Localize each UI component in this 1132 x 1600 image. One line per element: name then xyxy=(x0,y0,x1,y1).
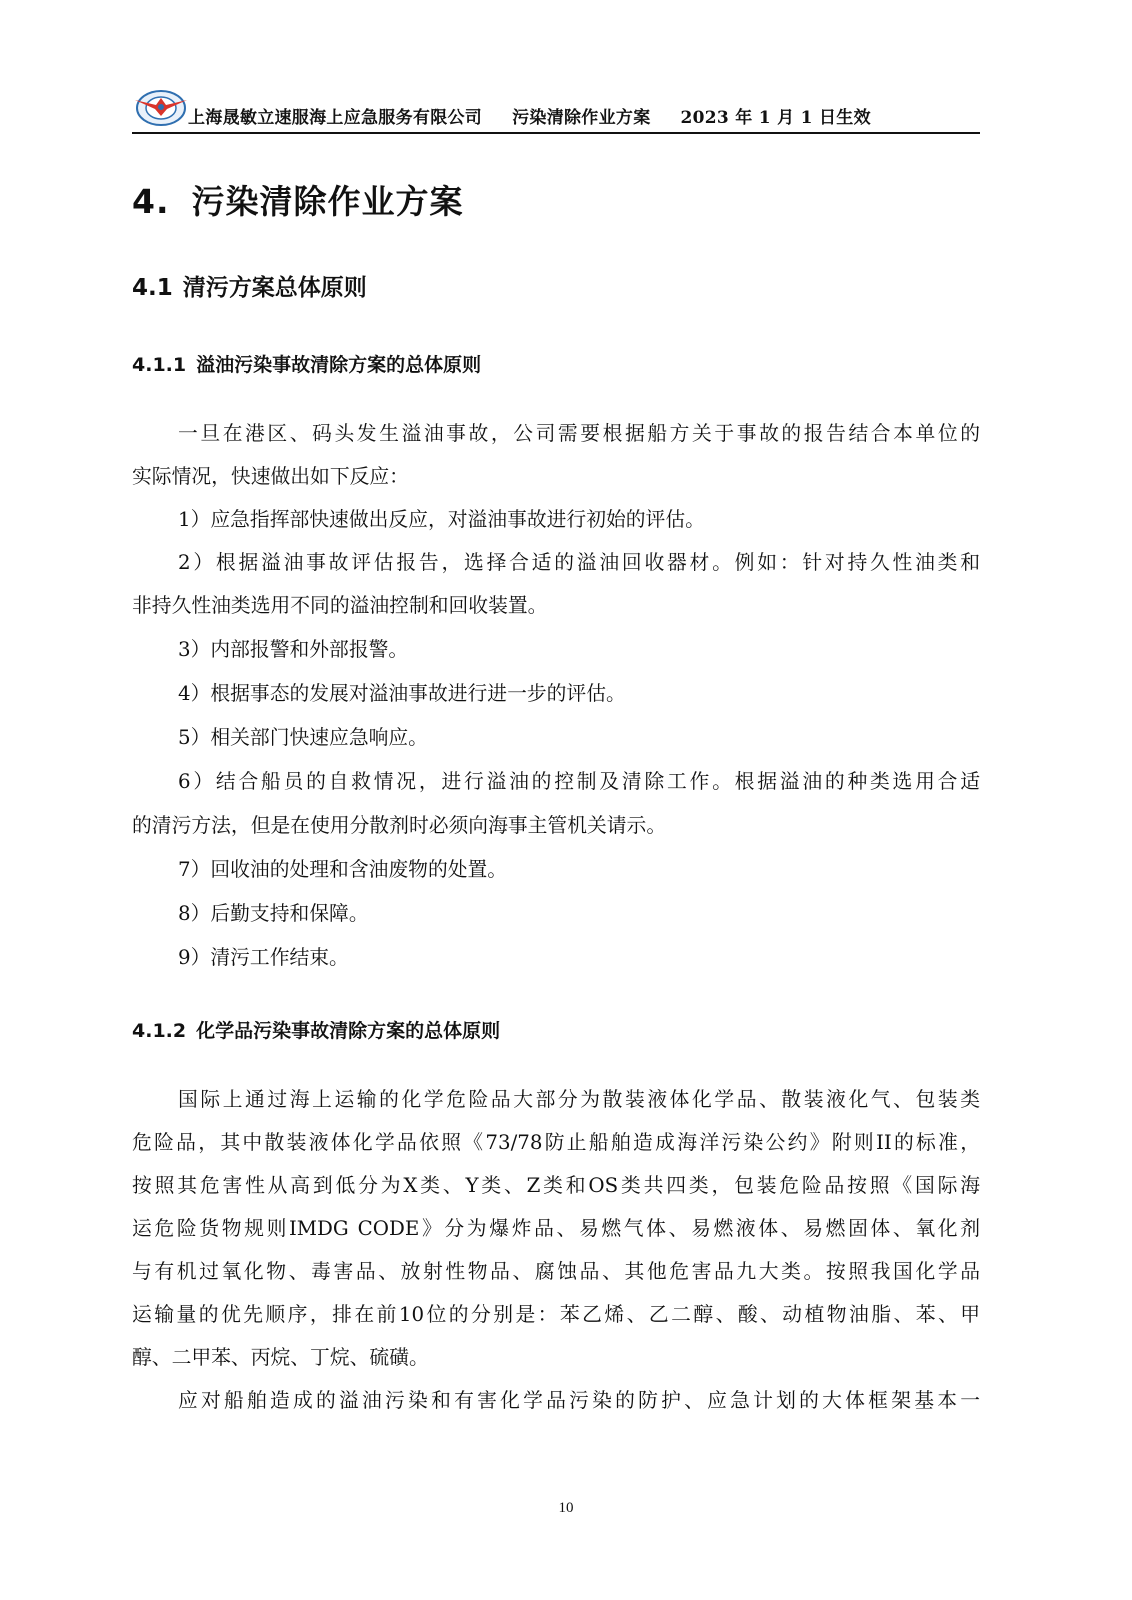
paragraph-chemicals xyxy=(132,1078,980,1121)
heading-4-1-1 xyxy=(132,350,481,377)
section-heading xyxy=(132,176,464,223)
text-line: 运危险货物规则IMDG CODE》分为爆炸品、易燃气体、易燃液体、易燃固体、氧化剂 xyxy=(132,1217,980,1240)
text-line: 8）后勤支持和保障。 xyxy=(178,902,369,925)
text-line: 醇、二甲苯、丙烷、丁烷、硫磺。 xyxy=(132,1346,429,1369)
company-logo-icon xyxy=(134,88,188,128)
list-item xyxy=(132,672,980,715)
heading-4-1-2 xyxy=(132,1016,500,1043)
paragraph-intro-cont xyxy=(132,455,980,498)
text-line: 1）应急指挥部快速做出反应，对溢油事故进行初始的评估。 xyxy=(178,508,705,531)
list-item xyxy=(132,498,980,541)
heading-4-1-1-number: 4.1.1 xyxy=(132,354,187,376)
text-line: 实际情况，快速做出如下反应： xyxy=(132,465,409,488)
paragraph-intro xyxy=(132,412,980,455)
heading-4-1-1-title: 溢油污染事故清除方案的总体原则 xyxy=(196,354,482,376)
section-title: 污染清除作业方案 xyxy=(191,182,464,221)
text-line: 国际上通过海上运输的化学危险品大部分为散装液体化学品、散装液化气、包装类 xyxy=(178,1088,980,1111)
text-line: 的清污方法，但是在使用分散剂时必须向海事主管机关请示。 xyxy=(132,814,667,837)
text-line: 按照其危害性从高到低分为X类、Y类、Z类和OS类共四类，包装危险品按照《国际海 xyxy=(132,1174,980,1197)
text-line: 9）清污工作结束。 xyxy=(178,946,349,969)
subsection-number: 4.1 xyxy=(132,275,173,301)
list-item xyxy=(132,936,980,979)
paragraph-chemicals-line xyxy=(132,1293,980,1336)
section-number: 4. xyxy=(132,182,170,221)
paragraph-chemicals-line xyxy=(132,1250,980,1293)
text-line: 运输量的优先顺序，排在前10位的分别是：苯乙烯、乙二醇、酸、动植物油脂、苯、甲 xyxy=(132,1303,980,1326)
text-line: 6）结合船员的自救情况，进行溢油的控制及清除工作。根据溢油的种类选用合适 xyxy=(178,770,980,793)
text-line: 非持久性油类选用不同的溢油控制和回收装置。 xyxy=(132,594,548,617)
paragraph-chemicals-line xyxy=(132,1207,980,1250)
text-line: 应对船舶造成的溢油污染和有害化学品污染的防护、应急计划的大体框架基本一 xyxy=(178,1389,980,1412)
list-item xyxy=(132,541,980,584)
text-line: 与有机过氧化物、毒害品、放射性物品、腐蚀品、其他危害品九大类。按照我国化学品 xyxy=(132,1260,980,1283)
list-item xyxy=(132,892,980,935)
paragraph-chemicals-line xyxy=(132,1121,980,1164)
heading-4-1-2-number: 4.1.2 xyxy=(132,1020,187,1042)
list-item xyxy=(132,760,980,803)
text-line: 7）回收油的处理和含油废物的处置。 xyxy=(178,858,508,881)
subsection-title: 清污方案总体原则 xyxy=(182,275,367,301)
list-item-cont xyxy=(132,584,980,627)
text-line: 5）相关部门快速应急响应。 xyxy=(178,726,428,749)
list-item xyxy=(132,716,980,759)
text-line: 2）根据溢油事故评估报告，选择合适的溢油回收器材。例如：针对持久性油类和 xyxy=(178,551,980,574)
header-effective-date: 2023 年 1 月 1 日生效 xyxy=(680,108,871,128)
paragraph-chemicals-line xyxy=(132,1164,980,1207)
list-item xyxy=(132,848,980,891)
header-company: 上海晟敏立速服海上应急服务有限公司 xyxy=(188,108,483,128)
subsection-heading xyxy=(132,269,367,302)
page-header xyxy=(132,84,980,134)
heading-4-1-2-title: 化学品污染事故清除方案的总体原则 xyxy=(196,1020,501,1042)
text-line: 一旦在港区、码头发生溢油事故，公司需要根据船方关于事故的报告结合本单位的 xyxy=(178,422,980,445)
list-item xyxy=(132,628,980,671)
text-line: 危险品，其中散装液体化学品依照《73/78防止船舶造成海洋污染公约》附则II的标准， xyxy=(132,1131,980,1154)
page-number: 10 xyxy=(558,1500,574,1516)
list-item-cont xyxy=(132,804,980,847)
text-line: 3）内部报警和外部报警。 xyxy=(178,638,409,661)
text-line: 4）根据事态的发展对溢油事故进行进一步的评估。 xyxy=(178,682,626,705)
header-doc-title: 污染清除作业方案 xyxy=(512,108,651,128)
header-line xyxy=(188,103,901,128)
paragraph-chemicals-line xyxy=(132,1336,980,1379)
paragraph-framework xyxy=(132,1379,980,1422)
